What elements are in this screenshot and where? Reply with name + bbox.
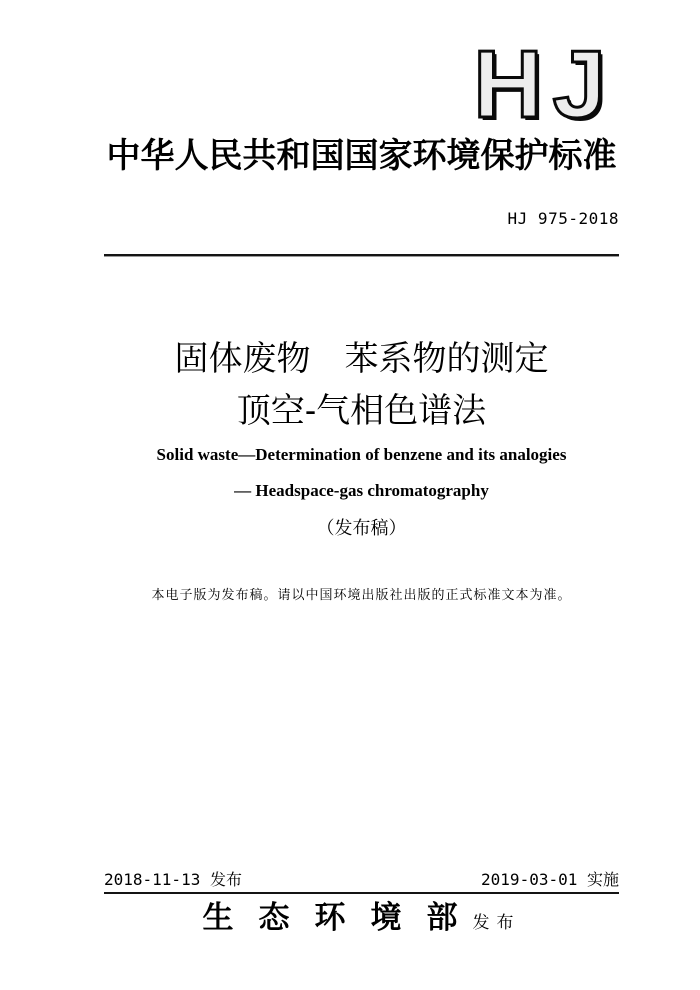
dates-row xyxy=(104,869,619,891)
footer-divider-rule xyxy=(104,892,619,894)
document-title-en xyxy=(104,437,619,509)
issue-date: 2018-11-13 发布 xyxy=(104,870,242,889)
implementation-date: 2019-03-01 实施 xyxy=(481,870,619,889)
document-title-zh-line2: 顶空-气相色谱法 xyxy=(236,392,487,430)
document-title-en-line2: — Headspace-gas chromatography xyxy=(234,481,489,500)
standard-number: HJ 975-2018 xyxy=(507,209,619,228)
hj-3d-logo: HJ xyxy=(473,31,616,138)
publish-action-label: 发布 xyxy=(472,913,521,932)
document-title-zh xyxy=(104,333,619,437)
publisher-row xyxy=(104,900,619,936)
draft-status-label: （发布稿） xyxy=(316,518,407,538)
document-title-zh-line1: 固体废物 苯系物的测定 xyxy=(174,340,549,378)
header-divider-rule xyxy=(104,254,619,257)
electronic-version-notice: 本电子版为发布稿。请以中国环境出版社出版的正式标准文本为准。 xyxy=(151,587,572,602)
document-title-en-line1: Solid waste—Determination of benzene and its analogies xyxy=(156,445,567,464)
publisher-name: 生态环境部 xyxy=(202,900,483,935)
standard-series-title: 中华人民共和国国家环境保护标准 xyxy=(106,138,617,175)
